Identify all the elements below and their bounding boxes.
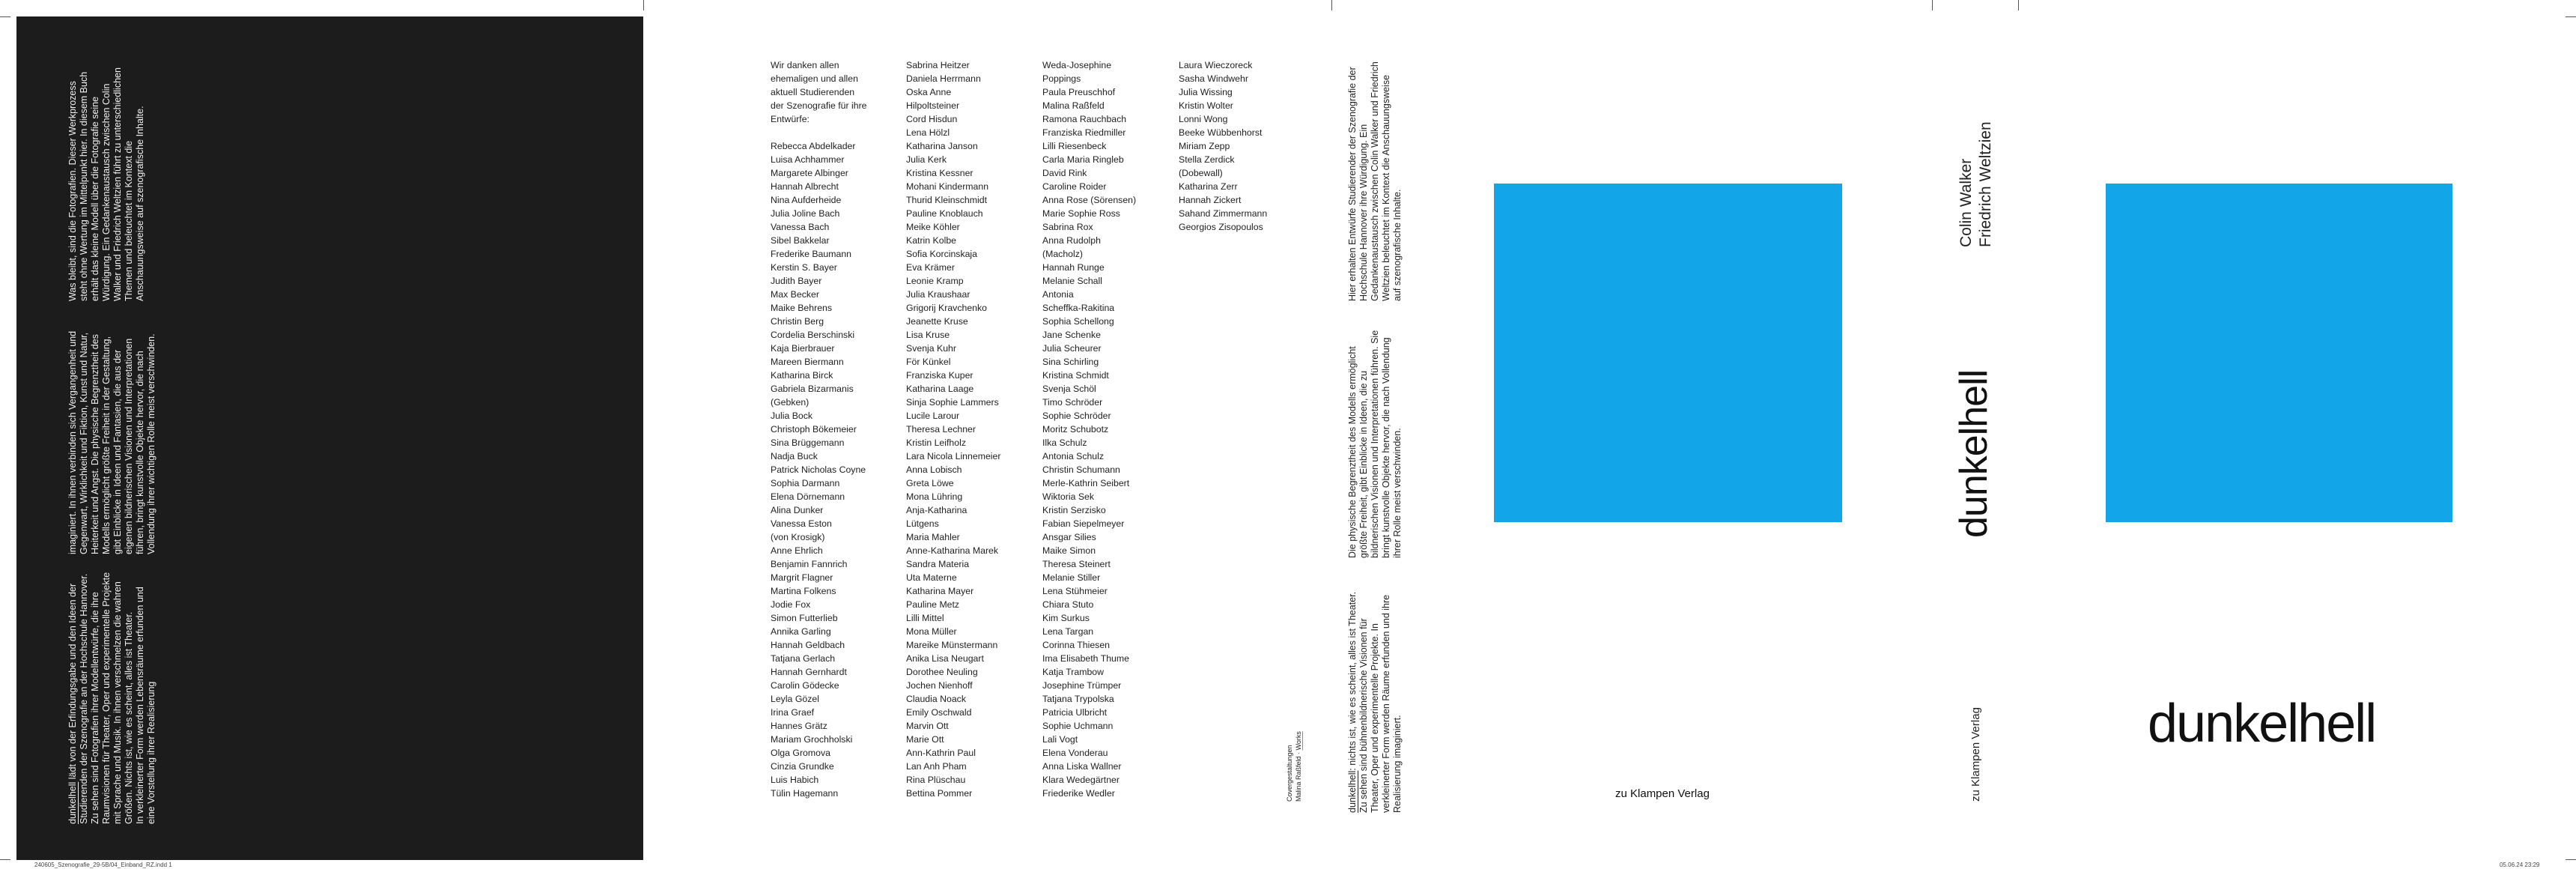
flap-text-b: Die physische Begrenztheit des Modells ermöglicht größte Freiheit, gibt Einblicke in Ideen, die zu bildnerischen Visionen und Interpretationen führen. Sie bringt kunstvolle Objekte hervor, die nach Vollendung ihrer Rolle meist verschwinden.: [1347, 330, 1403, 558]
crop-mark-bottom-right: [2566, 859, 2576, 860]
crop-mark-fold-2: [1331, 0, 1332, 10]
front-cover-title: dunkelhell: [2148, 694, 2376, 754]
back-cover-publisher: zu Klampen Verlag: [1615, 787, 1710, 800]
cover-credit-name: Malina Raßfeld · Works: [1295, 731, 1302, 802]
front-cover-blue-block: [2106, 184, 2452, 522]
back-flap-text-3: Was bleibt, sind die Fotografien. Dieser Werkprozess steht ohne Wertung im Mittelpunkt hier. In diesem Buch erhält das kleine Modell über die Fotografie seine Würdigung. Ein Gedankenaustausch zwischen Colin Walker und Friedrich Weltzien führt zu unterschiedlichen Themen und beleuchtet im Kontext die Anschauungsweise auf szenografische Inhalte.: [67, 67, 145, 301]
slug-right: 05.06.24 23:29: [2500, 862, 2540, 868]
thanks-column-4: Laura Wieczoreck Sasha Windwehr Julia Wissing Kristin Wolter Lonni Wong Beeke Wübbenhorst Miriam Zepp Stella Zerdick (Dobewall) Katharina Zerr Hannah Zickert Sahand Zimmermann Georgios Zisopoulos: [1179, 60, 1268, 232]
thanks-column-1: Wir danken allen ehemaligen und allen aktuell Studierenden der Szenografie für ihre Entwürfe: Rebecca Abdelkader Luisa Achhammer Margarete Albinger Hannah Albrecht Nina Aufderheide Julia Joline Bach Vanessa Bach Sibel Bakkelar Frederike Baumann Kerstin S. Bayer Judith Bayer Max Becker Maike Behrens Christin Berg Cordelia Berschinski Kaja Bierbrauer Mareen Biermann Katharina Birck Gabriela Bizarmanis (Gebken) Julia Bock Christoph Bökemeier Sina Brüggemann Nadja Buck Patrick Nicholas Coyne Sophia Darmann Elena Dörnemann Alina Dunker Vanessa Eston (von Krosigk) Anne Ehrlich Benjamin Fannrich Margrit Flagner Martina Folkens Jodie Fox Simon Futterlieb Annika Garling Hannah Geldbach Tatjana Gerlach Hannah Gernhardt Carolin Gödecke Leyla Gözel Irina Graef Hannes Grätz Mariam Grochholski Olga Gromova Cinzia Grundke Luis Habich Tülin Hagemann: [771, 60, 867, 799]
spine-title: dunkelhell: [1952, 369, 1996, 538]
cover-credit: [1285, 697, 1310, 802]
back-cover-blue-block: [1494, 184, 1842, 522]
cover-credit-link[interactable]: Works: [1295, 731, 1302, 751]
crop-mark-fold-4: [2018, 0, 2019, 10]
crop-mark-fold-1: [643, 0, 644, 10]
spine-publisher: zu Klampen Verlag: [1969, 707, 1982, 802]
crop-mark-top-left: [0, 16, 10, 17]
spine-authors: Colin Walker Friedrich Weltzien: [1957, 121, 1994, 247]
crop-mark-top-right: [2566, 16, 2576, 17]
crop-mark-bottom-left: [0, 859, 10, 860]
crop-mark-fold-3: [1932, 0, 1933, 10]
thanks-column-3: Weda-Josephine Poppings Paula Preuschhof Malina Raßfeld Ramona Rauchbach Franziska Riedmiller Lilli Riesenbeck Carla Maria Ringleb David Rink Caroline Roider Anna Rose (Sörensen) Marie Sophie Ross Sabrina Rox Anna Rudolph (Macholz) Hannah Runge Melanie Schall Antonia Scheffka-Rakitina Sophia Schellong Jane Schenke Julia Scheurer Sina Schirling Kristina Schmidt Svenja Schöl Timo Schröder Sophie Schröder Moritz Schubotz Ilka Schulz Antonia Schulz Christin Schumann Merle-Kathrin Seibert Wiktoria Sek Kristin Serzisko Fabian Siepelmeyer Ansgar Silies Maike Simon Theresa Steinert Melanie Stiller Lena Stühmeier Chiara Stuto Kim Surkus Lena Targan Corinna Thiesen Ima Elisabeth Thume Katja Trambow Josephine Trümper Tatjana Trypolska Patricia Ulbricht Sophie Uchmann Lali Vogt Elena Vonderau Anna Liska Wallner Klara Wedegärtner Friederike Wedler: [1042, 60, 1137, 799]
back-flap-text-2: imaginiert. In ihnen verbinden sich Vergangenheit und Gegenwart, Wirklichkeit und Fiktion, Kunst und Natur, Heiterkeit und Angst. Die physische Begrenztheit des Modells ermöglicht größte Freiheit in der Gestaltung, gibt Einblicke in Ideen und Fantasien, die aus der eigenen bildnerischen Visionen und Interpretationen führen, bringt kunstvolle Objekte hervor, die nach Vollendung ihrer wichtigen Rolle meist verschwinden.: [67, 330, 157, 554]
cover-credit-label: Covergestaltungen: [1286, 745, 1293, 802]
slug-left: 240605_Szenografie_29-5B/04_Einband_RZ.indd 1: [34, 862, 172, 868]
flap-text-a: dunkelhell: nichts ist, wie es scheint, alles ist Theater. Zu sehen sind bühnenbildnerische Visionen für Theater, Oper und experimentelle Projekte. In verkleinerter Form werden Räume erfunden und ihre Realisierung imaginiert.: [1347, 591, 1403, 813]
flap-text-c: Hier erhalten Entwürfe Studierender der Szenografie der Hochschule Hannover ihre Würdigung. Ein Gedankenaustausch zwischen Colin Walker und Friedrich Weltzien beleuchtet im Kontext die Anschauungsweise auf szenografische Inhalte.: [1347, 61, 1403, 301]
thanks-column-2: Sabrina Heitzer Daniela Herrmann Oska Anne Hilpoltsteiner Cord Hisdun Lena Hölzl Katharina Janson Julia Kerk Kristina Kessner Mohani Kindermann Thurid Kleinschmidt Pauline Knoblauch Meike Köhler Katrin Kolbe Sofia Korcinskaja Eva Krämer Leonie Kramp Julia Kraushaar Grigorij Kravchenko Jeanette Kruse Lisa Kruse Svenja Kuhr För Künkel Franziska Kuper Katharina Laage Sinja Sophie Lammers Lucile Larour Theresa Lechner Kristin Leifholz Lara Nicola Linnemeier Anna Lobisch Greta Löwe Mona Lühring Anja-Katharina Lütgens Maria Mahler Anne-Katharina Marek Sandra Materia Uta Materne Katharina Mayer Pauline Metz Lilli Mittel Mona Müller Mareike Münstermann Anika Lisa Neugart Dorothee Neuling Jochen Nienhoff Claudia Noack Emily Oschwald Marvin Ott Marie Ott Ann-Kathrin Paul Lan Anh Pham Rina Plüschau Bettina Pommer: [906, 60, 1001, 799]
back-flap-text-1: dunkelhell lädt von der Erfindungsgabe und den Ideen der Studierenden der Szenografie an der Hochschule Hannover. Zu sehen sind Fotografien ihrer Modellentwürfe, die ihre Raumvisionen für Theater, Oper und experimentelle Projekte mit Sprache und Musik. In ihnen verschmelzen die wahren Größen. Nichts ist, wie es scheint, alles ist Theater. In verkleinerter Form werden Lebensräume erfunden und eine Vorstellung ihrer Realisierung: [67, 572, 157, 824]
